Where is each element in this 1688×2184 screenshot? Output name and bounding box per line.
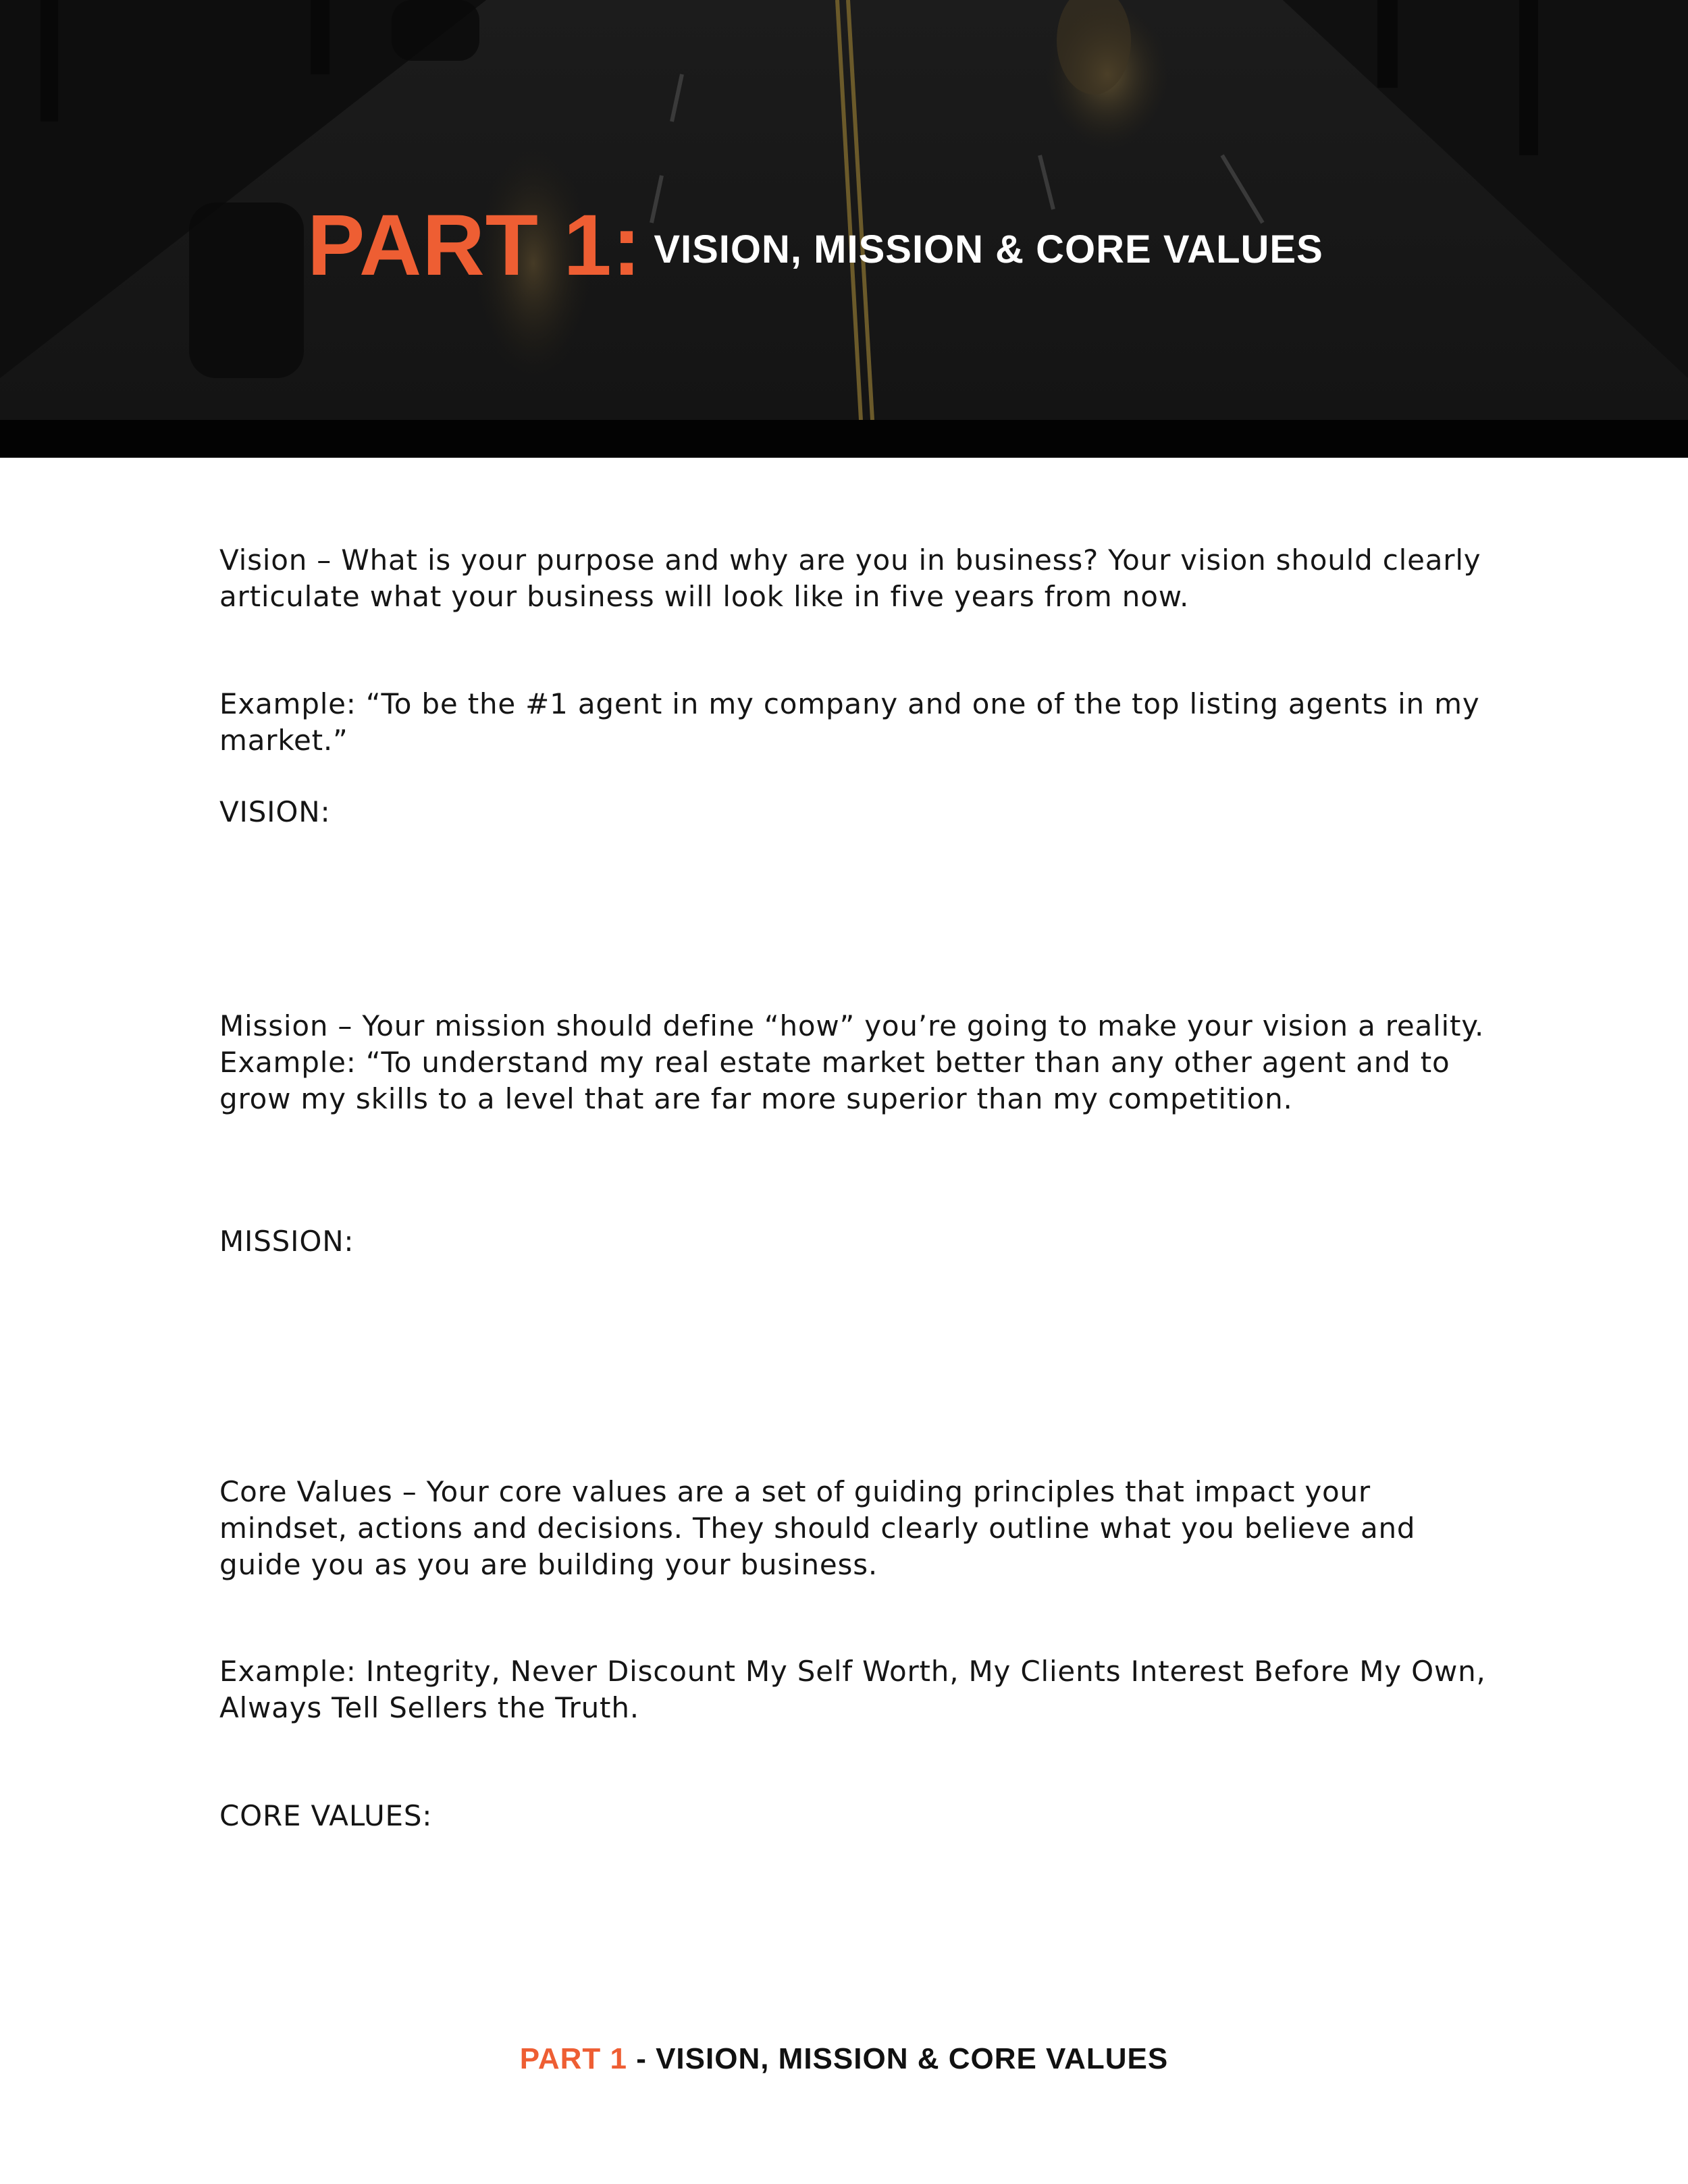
section-title: VISION, MISSION & CORE VALUES: [654, 228, 1323, 271]
vision-label: VISION:: [219, 795, 331, 828]
mission-label: MISSION:: [219, 1225, 354, 1258]
banner-bottom-strip: [0, 420, 1688, 458]
core-values-example-text: Example: Integrity, Never Discount My Self Worth, My Clients Interest Before My Own, Always Tell Sellers the Truth.: [219, 1655, 1486, 1724]
part-label: PART 1:: [307, 197, 642, 294]
footer-title: VISION, MISSION & CORE VALUES: [656, 2042, 1169, 2075]
mission-intro-text: Mission – Your mission should define “how” you’re going to make your vision a reality. Example: “To understand my real estate market better than any other agent and to grow my skills to a level that are far more superior than my competition.: [219, 1009, 1485, 1115]
footer-separator: -: [627, 2042, 656, 2075]
core-values-intro-text: Core Values – Your core values are a set of guiding principles that impact your mindset, actions and decisions. They should clearly outline what you believe and guide you as you are building your business.: [219, 1475, 1416, 1581]
footer-part-label: PART 1: [519, 2042, 627, 2075]
core-values-label: CORE VALUES:: [219, 1799, 433, 1832]
vision-example-text: Example: “To be the #1 agent in my company and one of the top listing agents in my market.”: [219, 687, 1480, 757]
vision-intro-text: Vision – What is your purpose and why are you in business? Your vision should clearly articulate what your business will look like in five years from now.: [219, 543, 1481, 613]
header-banner: [0, 0, 1688, 420]
banner-title: [307, 197, 1323, 311]
page-footer: [0, 2039, 1688, 2079]
